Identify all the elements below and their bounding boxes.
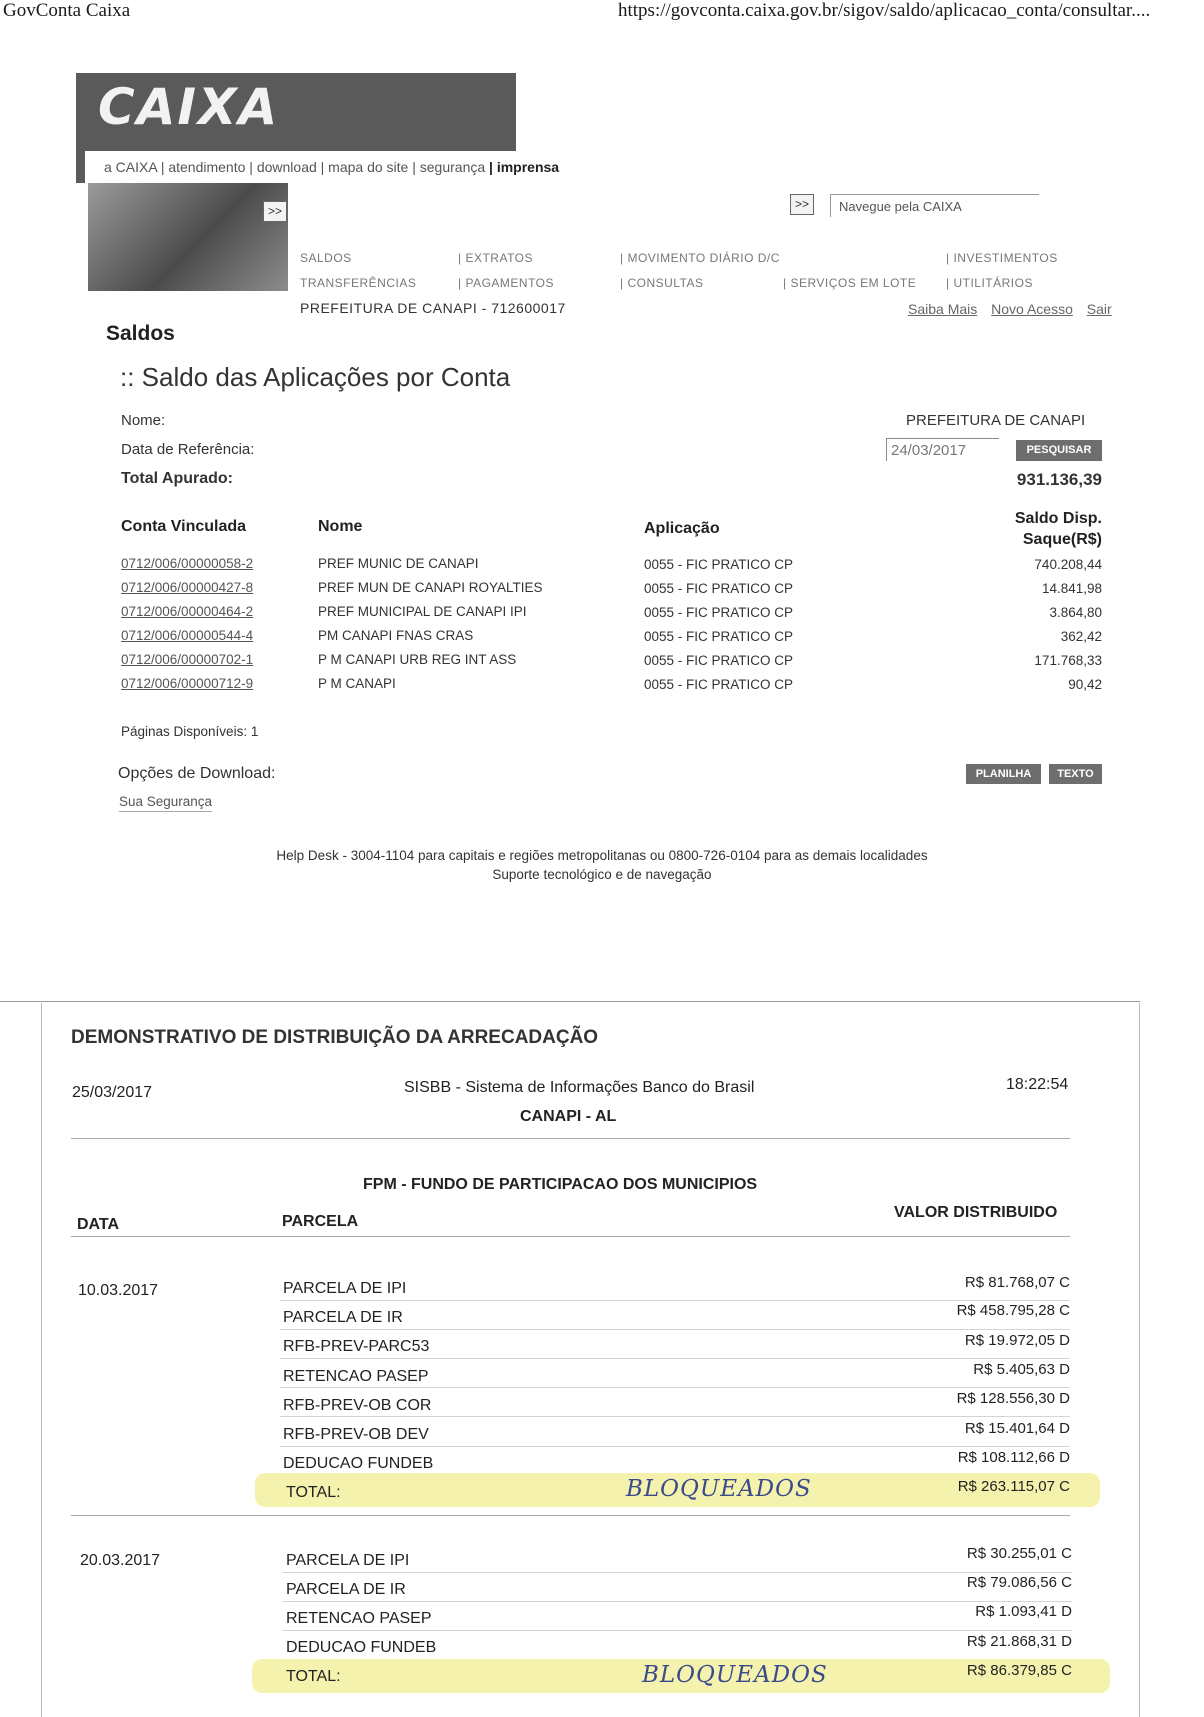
nav-seguranca[interactable]: | segurança (412, 159, 486, 175)
group1-valor-1: R$ 81.768,07 C (964, 1274, 1070, 1291)
row-rule (280, 1329, 1070, 1330)
planilha-button[interactable]: PLANILHA (966, 764, 1041, 784)
row1-saldo: 740.208,44 (1034, 557, 1102, 572)
row2-aplicacao: 0055 - FIC PRATICO CP (644, 581, 794, 596)
col-data: DATA (77, 1216, 120, 1233)
group1-total-label: TOTAL: (286, 1484, 341, 1501)
row3-aplicacao: 0055 - FIC PRATICO CP (644, 605, 794, 620)
row-rule (280, 1446, 1070, 1447)
row-rule (282, 1601, 1072, 1602)
row6-nome: P M CANAPI (318, 676, 396, 691)
group-rule (71, 1515, 1070, 1516)
group1-valor-3: R$ 19.972,05 D (964, 1332, 1070, 1349)
row-rule (280, 1387, 1070, 1388)
group1-valor-6: R$ 15.401,64 D (964, 1420, 1070, 1437)
banner-photo (88, 183, 288, 291)
columns-rule (71, 1236, 1070, 1237)
pesquisar-button[interactable]: PESQUISAR (1016, 440, 1102, 461)
banner-stripe (76, 151, 85, 183)
group1-parcela-4: RETENCAO PASEP (283, 1368, 429, 1385)
opcoes-download-label: Opções de Download: (118, 765, 276, 782)
menu-investimentos[interactable]: | INVESTIMENTOS (946, 251, 1058, 265)
account-links (898, 301, 1112, 317)
print-page-title: GovConta Caixa (3, 0, 131, 21)
fund-title: FPM - FUNDO DE PARTICIPACAO DOS MUNICIPIOS (363, 1176, 758, 1193)
group1-valor-5: R$ 128.556,30 D (956, 1390, 1070, 1407)
doc-right-edge (1139, 1003, 1140, 1717)
link-sair[interactable]: Sair (1086, 301, 1112, 317)
group1-valor-4: R$ 5.405,63 D (973, 1361, 1070, 1378)
row4-nome: PM CANAPI FNAS CRAS (318, 628, 474, 643)
menu-transferencias[interactable]: TRANSFERÊNCIAS (300, 276, 417, 290)
menu-utilitarios[interactable]: | UTILITÁRIOS (946, 276, 1033, 290)
report-city: CANAPI - AL (520, 1108, 617, 1125)
help-desk-line1: Help Desk - 3004-1104 para capitais e regiões metropolitanas ou 0800-726-0104 para as demais localidades (276, 848, 928, 863)
banner-arrow-button[interactable]: >> (263, 201, 287, 222)
row1-aplicacao: 0055 - FIC PRATICO CP (644, 557, 794, 572)
row2-conta[interactable]: 0712/006/00000427-8 (121, 580, 254, 595)
group2-valor-1: R$ 30.255,01 C (966, 1545, 1072, 1562)
group2-date: 20.03.2017 (80, 1552, 161, 1569)
group1-parcela-2: PARCELA DE IR (283, 1309, 403, 1326)
group1-parcela-6: RFB-PREV-OB DEV (283, 1426, 429, 1443)
section-subtitle: :: Saldo das Aplicações por Conta (120, 362, 511, 392)
row-rule (280, 1416, 1070, 1417)
header-rule (71, 1138, 1070, 1139)
page-divider (0, 1001, 1140, 1002)
col-parcela: PARCELA (282, 1213, 359, 1230)
sua-seguranca-link[interactable]: Sua Segurança (119, 794, 212, 812)
group1-handwritten-note: BLOQUEADOS (626, 1476, 812, 1502)
paginas-disponiveis: Páginas Disponíveis: 1 (121, 724, 259, 739)
row-rule (280, 1358, 1070, 1359)
group1-date: 10.03.2017 (78, 1282, 159, 1299)
row5-nome: P M CANAPI URB REG INT ASS (318, 652, 517, 667)
organization-name: PREFEITURA DE CANAPI - 712600017 (300, 300, 566, 316)
menu-consultas[interactable]: | CONSULTAS (620, 276, 704, 290)
report-time: 18:22:54 (1006, 1076, 1069, 1093)
row2-saldo: 14.841,98 (1041, 581, 1102, 596)
row-rule (282, 1572, 1072, 1573)
top-navigation (104, 159, 559, 175)
group2-total-value: R$ 86.379,85 C (966, 1662, 1072, 1679)
link-saiba-mais[interactable]: Saiba Mais (908, 301, 978, 317)
nav-a-caixa[interactable]: a CAIXA (104, 159, 157, 175)
col-saldo-line1: Saldo Disp. (1014, 510, 1102, 527)
group1-valor-7: R$ 108.112,66 D (957, 1449, 1070, 1466)
nav-mapa-do-site[interactable]: | mapa do site (320, 159, 409, 175)
col-saldo-line2: Saque(R$) (1022, 531, 1102, 548)
group2-total-label: TOTAL: (286, 1668, 341, 1685)
nav-imprensa[interactable]: | imprensa (489, 159, 560, 175)
demonstrativo-title: DEMONSTRATIVO DE DISTRIBUIÇÃO DA ARRECADAÇÃO (71, 1027, 599, 1048)
group1-total-value: R$ 263.115,07 C (957, 1478, 1070, 1495)
print-page-url: https://govconta.caixa.gov.br/sigov/saldo/aplicacao_conta/consultar.... (618, 0, 1151, 21)
total-apurado-label: Total Apurado: (121, 470, 233, 487)
row3-conta[interactable]: 0712/006/00000464-2 (121, 604, 254, 619)
group2-valor-3: R$ 1.093,41 D (975, 1603, 1072, 1620)
menu-saldos[interactable]: SALDOS (300, 251, 352, 265)
row-rule (280, 1300, 1070, 1301)
page-title: Saldos (106, 322, 175, 345)
row1-nome: PREF MUNIC DE CANAPI (318, 556, 479, 571)
nome-value: PREFEITURA DE CANAPI (906, 412, 1086, 429)
group2-parcela-3: RETENCAO PASEP (286, 1610, 432, 1627)
row5-saldo: 171.768,33 (1034, 653, 1102, 668)
group2-handwritten-note: BLOQUEADOS (642, 1662, 828, 1688)
group2-parcela-2: PARCELA DE IR (286, 1581, 406, 1598)
report-date: 25/03/2017 (72, 1084, 153, 1101)
link-novo-acesso[interactable]: Novo Acesso (991, 301, 1073, 317)
row-rule (282, 1630, 1072, 1631)
menu-extratos[interactable]: | EXTRATOS (458, 251, 534, 265)
group1-valor-2: R$ 458.795,28 C (956, 1302, 1070, 1319)
group2-parcela-4: DEDUCAO FUNDEB (286, 1639, 437, 1656)
data-referencia-label: Data de Referência: (121, 441, 255, 458)
menu-servicos-em-lote[interactable]: | SERVIÇOS EM LOTE (783, 276, 917, 290)
group1-parcela-7: DEDUCAO FUNDEB (283, 1455, 434, 1472)
group2-parcela-1: PARCELA DE IPI (286, 1552, 410, 1569)
row6-saldo: 90,42 (1068, 677, 1102, 692)
row4-aplicacao: 0055 - FIC PRATICO CP (644, 629, 794, 644)
row6-conta[interactable]: 0712/006/00000712-9 (121, 676, 254, 691)
search-input[interactable]: Navegue pela CAIXA (830, 194, 1039, 217)
row3-saldo: 3.864,80 (1049, 605, 1102, 620)
col-valor-distribuido: VALOR DISTRIBUIDO (894, 1204, 1058, 1221)
data-referencia-input[interactable]: 24/03/2017 (886, 438, 999, 461)
col-nome: Nome (318, 518, 363, 535)
row4-conta[interactable]: 0712/006/00000544-4 (121, 628, 254, 643)
help-desk-info (0, 846, 1204, 884)
group2-valor-2: R$ 79.086,56 C (966, 1574, 1072, 1591)
row5-conta[interactable]: 0712/006/00000702-1 (121, 652, 254, 667)
help-desk-line2: Suporte tecnológico e de navegação (492, 867, 712, 882)
total-apurado-value: 931.136,39 (1016, 470, 1102, 489)
row1-conta[interactable]: 0712/006/00000058-2 (121, 556, 254, 571)
row4-saldo: 362,42 (1060, 629, 1102, 644)
group1-parcela-1: PARCELA DE IPI (283, 1280, 407, 1297)
group1-parcela-3: RFB-PREV-PARC53 (283, 1338, 430, 1355)
texto-button[interactable]: TEXTO (1049, 764, 1102, 784)
col-conta-vinculada: Conta Vinculada (121, 518, 247, 535)
col-aplicacao: Aplicação (644, 520, 720, 537)
caixa-logo[interactable]: CAIXA (98, 78, 280, 136)
group2-valor-4: R$ 21.868,31 D (966, 1633, 1072, 1650)
nome-label: Nome: (121, 412, 166, 429)
row3-nome: PREF MUNICIPAL DE CANAPI IPI (318, 604, 527, 619)
row2-nome: PREF MUN DE CANAPI ROYALTIES (318, 580, 543, 595)
search-go-button[interactable]: >> (790, 194, 814, 215)
report-system: SISBB - Sistema de Informações Banco do Brasil (404, 1079, 755, 1096)
nav-atendimento[interactable]: | atendimento (160, 159, 246, 175)
row6-aplicacao: 0055 - FIC PRATICO CP (644, 677, 794, 692)
row5-aplicacao: 0055 - FIC PRATICO CP (644, 653, 794, 668)
nav-download[interactable]: | download (249, 159, 317, 175)
menu-pagamentos[interactable]: | PAGAMENTOS (458, 276, 555, 290)
menu-movimento-diario[interactable]: | MOVIMENTO DIÁRIO D/C (620, 251, 780, 265)
doc-left-edge (41, 1003, 42, 1717)
group1-parcela-5: RFB-PREV-OB COR (283, 1397, 432, 1414)
